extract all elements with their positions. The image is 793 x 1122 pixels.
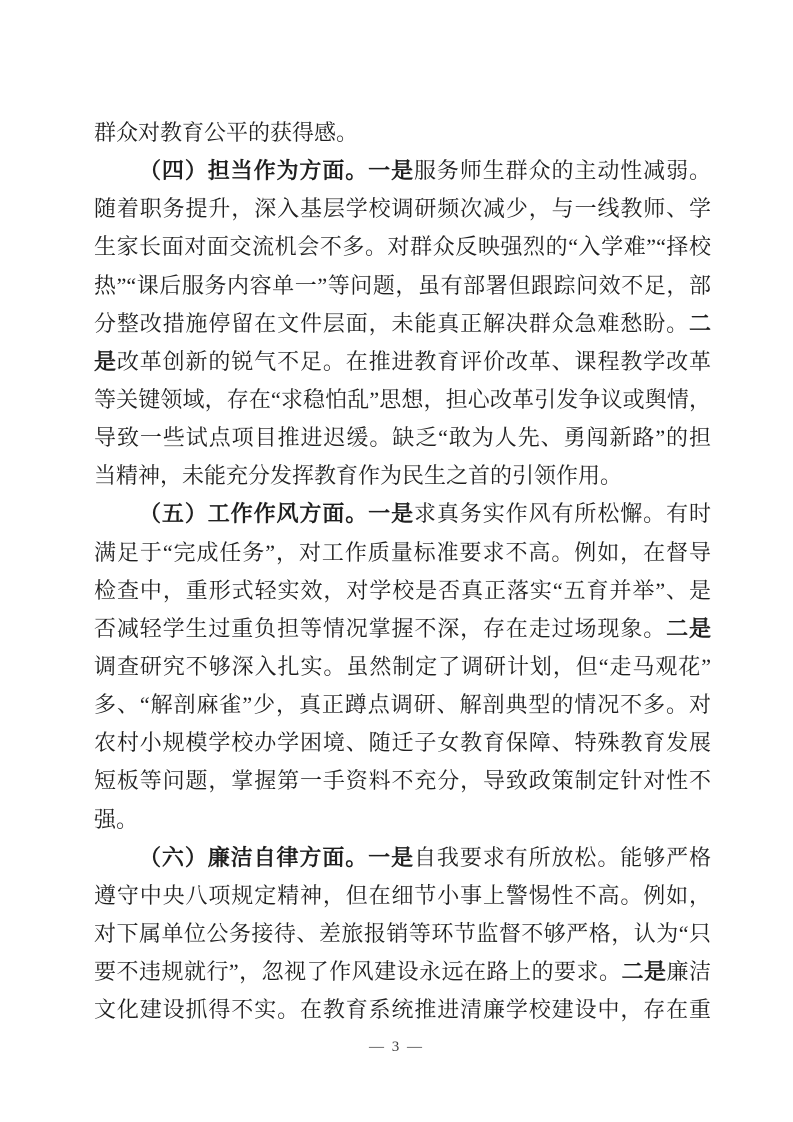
doc-line [94,648,711,686]
text-run: 多、“解剖麻雀”少，真正蹲点调研、解剖典型的情况不多。对 [94,692,711,718]
doc-line [94,190,711,228]
text-run: 短板等问题，掌握第一手资料不充分，导致政策制定针对性不 [94,768,711,794]
doc-line-section-6-heading [94,839,711,877]
doc-line [94,953,711,991]
text-run: 导致一些试点项目推进迟缓。缺乏“敢为人先、勇闯新路”的担 [94,425,711,451]
text-run: 求真务实作风有所松懈。有时 [414,501,711,527]
text-run: 当精神，未能充分发挥教育作为民生之首的引领作用。 [94,463,623,489]
doc-line [94,801,711,839]
doc-line [94,610,711,648]
text-run: 分整改措施停留在文件层面，未能真正解决群众急难愁盼。 [94,310,689,336]
text-run: 强。 [94,806,139,832]
doc-line [94,724,711,762]
text-run: 要不违规就行”，忽视了作风建设永远在路上的要求。 [94,959,622,985]
doc-line [94,991,711,1029]
doc-line [94,343,711,381]
text-run-bold: （六）廉洁自律方面。一是 [139,844,414,870]
text-run-bold: 是 [94,348,117,374]
text-run: 调查研究不够深入扎实。虽然制定了调研计划，但“走马观花” [94,653,711,679]
text-run-bold: 二 [688,310,711,336]
text-run-bold: 二是 [666,615,711,641]
text-run: 否减轻学生过重负担等情况掌握不深，存在走过场现象。 [94,615,667,641]
doc-line [94,877,711,915]
text-run: 等关键领域，存在“求稳怕乱”思想，担心改革引发争议或舆情， [94,386,711,412]
doc-line [94,534,711,572]
text-run: 文化建设抓得不实。在教育系统推进清廉学校建设中，存在重 [94,997,711,1023]
text-run: 随着职务提升，深入基层学校调研频次减少，与一线教师、学 [94,196,711,222]
text-run: 检查中，重形式轻实效，对学校是否真正落实“五育并举”、是 [94,577,711,603]
doc-line [94,915,711,953]
text-run: 服务师生群众的主动性减弱。 [414,158,711,184]
doc-line [94,267,711,305]
text-run: 热”“课后服务内容单一”等问题，虽有部署但跟踪问效不足，部 [94,272,711,298]
doc-line [94,762,711,800]
doc-line [94,457,711,495]
document-body [94,114,711,1029]
doc-line [94,686,711,724]
text-run: 对下属单位公务接待、差旅报销等环节监督不够严格，认为“只 [94,920,711,946]
text-run: 廉洁 [666,959,711,985]
doc-line-section-4-heading [94,152,711,190]
doc-line [94,419,711,457]
text-run: 满足于“完成任务”，对工作质量标准要求不高。例如，在督导 [94,539,711,565]
text-run: 遵守中央八项规定精神，但在细节小事上警惕性不高。例如， [94,882,711,908]
text-run: 改革创新的锐气不足。在推进教育评价改革、课程教学改革 [116,348,711,374]
doc-line [94,381,711,419]
text-run-bold: 二是 [621,959,667,985]
doc-line [94,228,711,266]
doc-line [94,572,711,610]
doc-line [94,305,711,343]
page-number: — 3 — [369,1039,424,1055]
text-run: 群众对教育公平的获得感。 [94,120,359,145]
text-run-bold: （四）担当作为方面。一是 [139,158,414,184]
doc-line-section-5-heading [94,495,711,533]
text-run: 农村小规模学校办学困境、随迁子女教育保障、特殊教育发展 [94,730,711,756]
text-run: 自我要求有所放松。能够严格 [414,844,711,870]
text-run: 生家长面对面交流机会不多。对群众反映强烈的“入学难”“择校 [94,234,711,260]
text-run-bold: （五）工作作风方面。一是 [139,501,414,527]
doc-line [94,114,711,152]
